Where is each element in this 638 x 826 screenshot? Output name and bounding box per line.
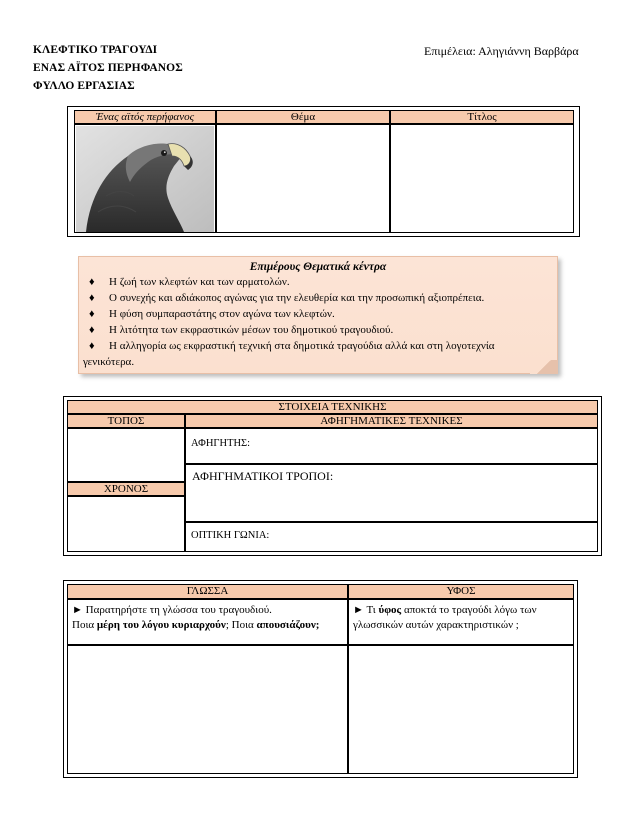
bullet-diamond-icon: ♦ [89, 292, 95, 304]
viewpoint-label: ΟΠΤΙΚΗ ΓΩΝΙΑ: [191, 530, 270, 541]
technique-title: ΣΤΟΙΧΕΙΑ ΤΕΧΝΙΚΗΣ [67, 400, 598, 414]
bullet-diamond-icon: ♦ [89, 324, 95, 336]
editor-credit: Επιμέλεια: Αληγιάννη Βαρβάρα [424, 44, 579, 58]
arrow-right-icon: ► [72, 604, 83, 616]
eagle-image [76, 126, 214, 232]
language-question: ► Παρατηρήστε τη γλώσσα του τραγουδιού. Ποια μέρη του λόγου κυριαρχούν; Ποια απουσιάζουν; [72, 604, 320, 631]
theme-answer-cell[interactable] [216, 124, 390, 233]
title-answer-cell[interactable] [390, 124, 574, 233]
doc-title: ΚΛΕΦΤΙΚΟ ΤΡΑΓΟΥΔΙ [33, 44, 158, 56]
bullet-diamond-icon: ♦ [89, 276, 95, 288]
modes-label: ΑΦΗΓΗΜΑΤΙΚΟΙ ΤΡΟΠΟΙ: [192, 469, 334, 483]
note-bullet-4: ♦ Η λιτότητα των εκφραστικών μέσων του δημοτικού τραγουδιού. [89, 324, 394, 336]
page-curl [530, 360, 558, 374]
time-header: ΧΡΟΝΟΣ [67, 482, 185, 496]
place-header: ΤΟΠΟΣ [67, 414, 185, 428]
time-answer-cell[interactable] [67, 496, 185, 552]
narrator-cell[interactable] [185, 428, 598, 464]
poem-title: ΕΝΑΣ ΑΪΤΟΣ ΠΕΡΗΦΑΝΟΣ [33, 62, 183, 74]
themes-note [78, 256, 558, 374]
note-bullet-3: ♦ Η φύση συμπαραστάτης στον αγώνα των κλεφτών. [89, 308, 335, 320]
style-question-cell [348, 599, 574, 645]
language-header: ΓΛΩΣΣΑ [67, 584, 348, 599]
narrative-header: ΑΦΗΓΗΜΑΤΙΚΕΣ ΤΕΧΝΙΚΕΣ [185, 414, 598, 428]
modes-cell[interactable] [185, 464, 598, 522]
style-question: ► Τι ύφος αποκτά το τραγούδι λόγω των γλωσσικών αυτών χαρακτηριστικών ; [353, 604, 537, 631]
arrow-right-icon: ► [353, 604, 364, 616]
language-question-cell [67, 599, 348, 645]
col-header-poem: Ένας αϊτός περήφανος [74, 110, 216, 124]
style-header: ΥΦΟΣ [348, 584, 574, 599]
note-title: Επιμέρους Θεματικά κέντρα [249, 261, 387, 273]
note-bullet-1: ♦ Η ζωή των κλεφτών και των αρματολών. [89, 276, 290, 288]
place-answer-cell[interactable] [67, 428, 185, 482]
viewpoint-cell[interactable] [185, 522, 598, 552]
col-header-title: Τίτλος [390, 110, 574, 124]
language-answer-cell[interactable] [67, 645, 348, 774]
narrator-label: ΑΦΗΓΗΤΗΣ: [191, 438, 251, 449]
note-bullet-2: ♦ Ο συνεχής και αδιάκοπος αγώνας για την ελευθερία και την προσωπική αξιοπρέπεια. [89, 292, 485, 304]
bullet-diamond-icon: ♦ [89, 308, 95, 320]
style-answer-cell[interactable] [348, 645, 574, 774]
note-bullet-5: ♦ Η αλληγορία ως εκφραστική τεχνική στα δημοτικά τραγούδια αλλά και στη λογοτεχνία [89, 340, 495, 352]
col-header-theme: Θέμα [216, 110, 390, 124]
eagle-illustration [76, 126, 214, 232]
bullet-diamond-icon: ♦ [89, 340, 95, 352]
note-continuation: γενικότερα. [83, 356, 135, 368]
worksheet-label: ΦΥΛΛΟ ΕΡΓΑΣΙΑΣ [33, 80, 135, 92]
